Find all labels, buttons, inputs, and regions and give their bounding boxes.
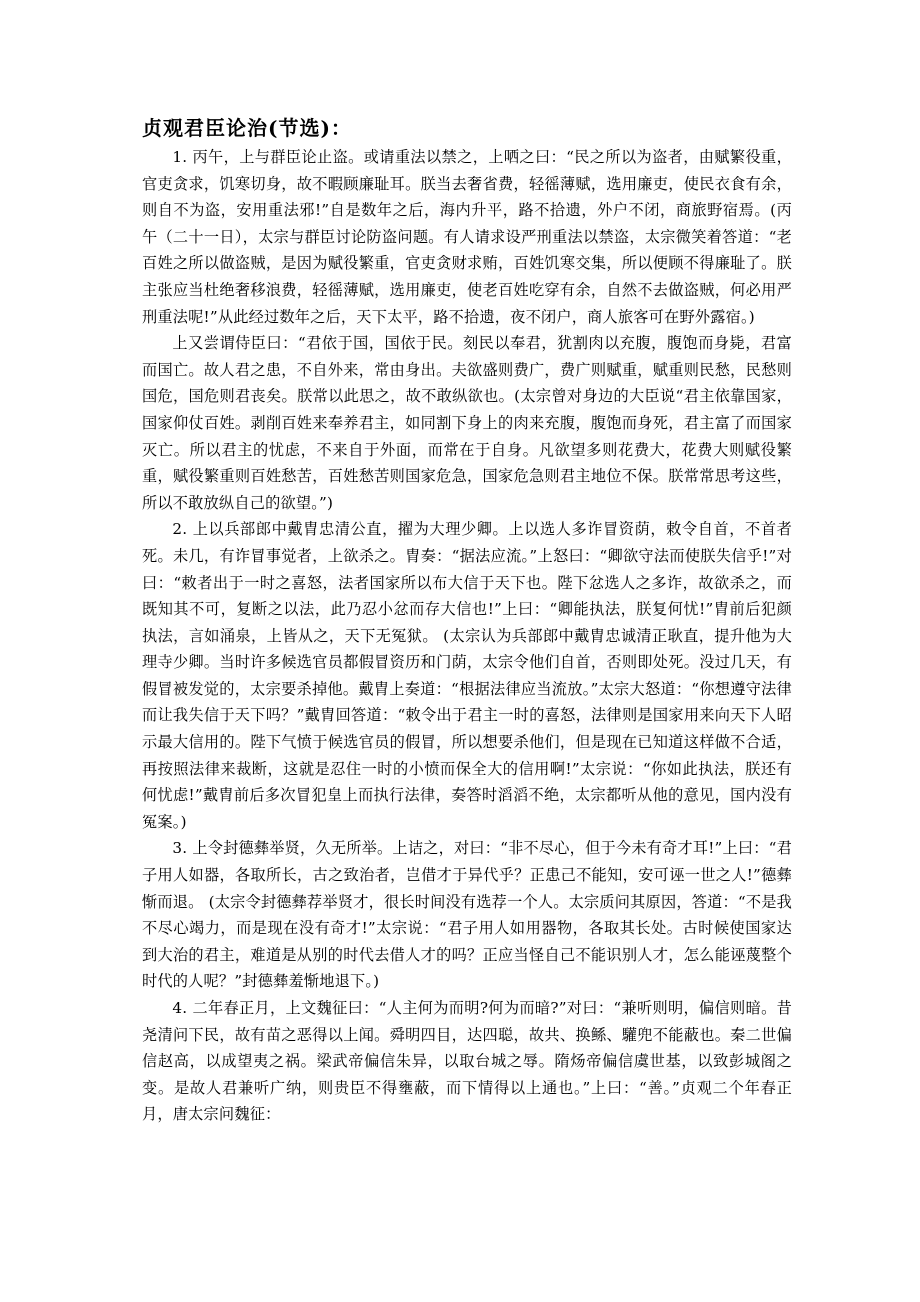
paragraph-1: 1. 丙午，上与群臣论止盗。或请重法以禁之，上哂之曰：“民之所以为盗者，由赋繁役重，官吏贪求，饥寒切身，故不暇顾廉耻耳。朕当去奢省费，轻徭薄赋，选用廉吏，使民衣食有余，则自不为盗，安用重法邪!”自是数年之后，海内升平，路不拾遗，外户不闭，商旅野宿焉。(丙午（二十一日），太宗与群臣讨论防盗问题。有人请求设严刑重法以禁盗，太宗微笑着答道：“老百姓之所以做盗贼，是因为赋役繁重，官吏贪财求贿，百姓饥寒交集，所以便顾不得廉耻了。朕主张应当杜绝奢移浪费，轻徭薄赋，选用廉吏，使老百姓吃穿有余，自然不去做盗贼，何必用严刑重法呢!”从此经过数年之后，天下太平，路不拾遗，夜不闭户，商人旅客可在野外露宿。) [142,148,792,326]
document-title: 贞观君臣论治(节选)： [142,116,352,140]
paragraph-3: 2. 上以兵部郎中戴胄忠清公直，擢为大理少卿。上以选人多诈冒资荫，敕令自首，不首者死。未几，有诈冒事觉者，上欲杀之。胄奏：“据法应流。”上怒曰：“卿欲守法而使朕失信乎!”对曰：“敕者出于一时之喜怒，法者国家所以布大信于天下也。陛下忿选人之多诈，故欲杀之，而既知其不可，复断之以法，此乃忍小忿而存大信也!”上曰：“卿能执法，朕复何忧!”胄前后犯颜执法，言如涌泉，上皆从之，天下无冤狱。 (太宗认为兵部郎中戴胄忠诚清正耿直，提升他为大理寺少卿。当时许多候选官员都假冒资历和门荫，太宗令他们自首，否则即处死。没过几天，有假冒被发觉的，太宗要杀掉他。戴胄上奏道：“根据法律应当流放。”太宗大怒道：“你想遵守法律而让我失信于天下吗？”戴胄回答道：“敕令出于君主一时的喜怒，法律则是国家用来向天下人昭示最大信用的。陛下气愤于候选官员的假冒，所以想要杀他们，但是现在已知道这样做不合适，再按照法律来裁断，这就是忍住一时的小愤而保全大的信用啊!”太宗说：“你如此执法，朕还有何忧虑!”戴胄前后多次冒犯皇上而执行法律，奏答时滔滔不绝，太宗都听从他的意见，国内没有冤案。) [142,520,792,831]
paragraph-4: 3. 上令封德彝举贤，久无所举。上诘之，对曰：“非不尽心，但于今未有奇才耳!”上曰：“君子用人如器，各取所长，古之致治者，岂借才于异代乎？正患己不能知，安可诬一世之人!”德彝惭而退。 (太宗令封德彝荐举贤才，很长时间没有选荐一个人。太宗质问其原因，答道：“不是我不尽心竭力，而是现在没有奇才!”太宗说：“君子用人如用器物，各取其长处。古时候使国家达到大治的君主，难道是从别的时代去借人才的吗？正应当怪自己不能识别人才，怎么能诬蔑整个时代的人呢？”封德彝羞惭地退下。) [142,839,793,991]
paragraph-5: 4. 二年春正月，上文魏征曰：“人主何为而明?何为而暗?”对曰：“兼听则明，偏信则暗。昔尧清问下民，故有苗之恶得以上闻。舜明四目，达四聪，故共、换鲧、驩兜不能蔽也。秦二世偏信赵高，以成望夷之祸。梁武帝偏信朱异，以取台城之辱。隋炀帝偏信虞世基，以致彭城阁之变。是故人君兼听广纳，则贵臣不得壅蔽，而下情得以上通也。”上曰：“善。”贞观二个年春正月，唐太宗问魏征： [142,999,792,1124]
document-page [142,114,792,1128]
paragraph-2: 上又尝谓侍臣曰：“君依于国，国依于民。刻民以奉君，犹割肉以充腹，腹饱而身毙，君富而国亡。故人君之患，不自外来，常由身出。夫欲盛则费广，费广则赋重，赋重则民愁，民愁则国危，国危则君丧矣。朕常以此思之，故不敢纵欲也。(太宗曾对身边的大臣说“君主依靠国家，国家仰仗百姓。剥削百姓来奉养君主，如同割下身上的肉来充腹，腹饱而身死，君主富了而国家灭亡。所以君主的忧虑，不来自于外面，而常在于自身。凡欲望多则花费大，花费大则赋役繁重，赋役繁重则百姓愁苦，百姓愁苦则国家危急，国家危急则君主地位不保。朕常常思考这些，所以不敢放纵自己的欲望。”) [142,334,792,512]
